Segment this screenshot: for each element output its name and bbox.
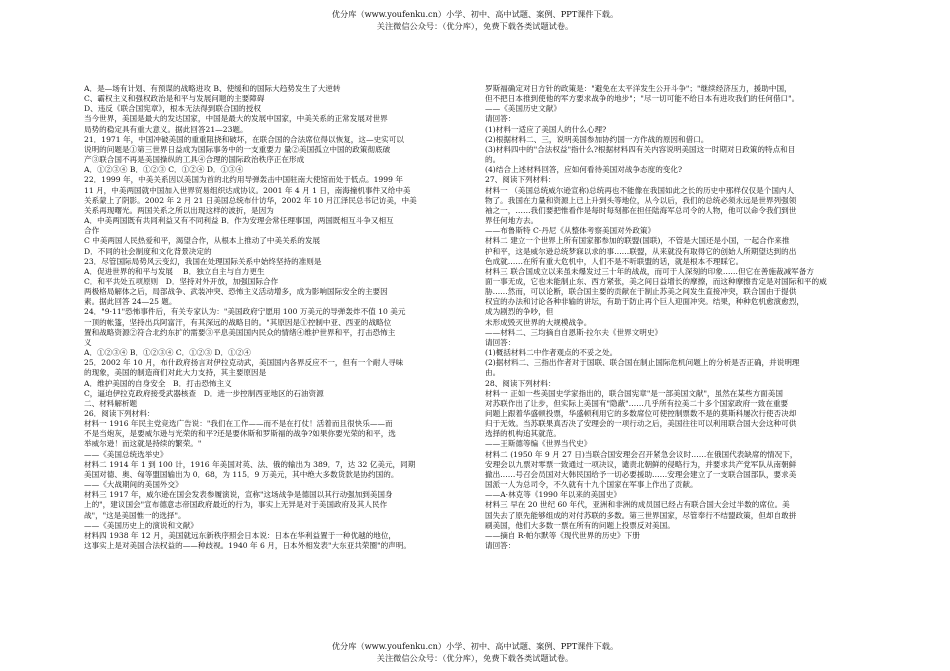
- text-line: 举威尔逊！而这就是持续的繁荣。": [84, 439, 202, 449]
- text-line: C．和平共处五项原则 D．坚持对外开放，加强国际合作: [84, 276, 279, 286]
- text-line: 不是当炮灰，是要威尔逊与光荣的和平?还是要休斯和罗斯福的战争?如果你要光荣的和平，选: [84, 429, 396, 439]
- text-line: 两极格局解体之后，局部战争、武装冲突、恐怖主义活动增多，成为影响国际安全的主要因: [84, 287, 388, 297]
- text-line: 罗斯福确定对日方针的政策是："避免在太平洋发生公开斗争"；"继续经济压力，援助中国，: [485, 84, 792, 93]
- text-line: 当今世界，美国是最大的发达国家，中国是最大的发展中国家，中美关系的正常发展对世界: [84, 114, 388, 124]
- text-line: 材料二 (1950 年 9 月 27 日)当联合国安理会召开紧急会议时……在俄国代表缺席的情况下，: [485, 449, 798, 459]
- text-line: 材料四 1938 年 12 月，美国就远东新秩序照会日本说：日本在华利益置于一种优越的地位，: [84, 530, 397, 540]
- text-line: 美国对德、奥、匈等盟国输出为 0．68，为 115．9 万美元，其中绝大多数货款是协约国的。: [84, 469, 399, 479]
- text-line: 25．2002 年 10 月，布什政府扬言对伊拉克动武，美国国内各界反应不一，但有一个耐人寻味: [84, 358, 404, 368]
- text-line: 的。: [485, 155, 501, 165]
- text-line: 战"，"这是美国惟一的选择"。: [84, 510, 186, 520]
- text-line: ——布鲁斯特 C·丹尼《从整体考察美国对外政策》: [485, 226, 656, 236]
- text-line: 材料一 正如一些美国史学家指出的，联合国宪章"是一部美国文献"，虽然在某些方面美国: [485, 388, 783, 398]
- text-line: 成为剧烈的争吵，但: [485, 307, 554, 317]
- page-footer: [0, 640, 950, 664]
- text-line: A．中美两国既有共同利益又有不同利益 B．作为安理会常任理事国，两国既相互斗争又相互: [84, 216, 394, 226]
- text-line: ——材料二、三均摘自自恩斯·拉尔夫《世界文明史》: [485, 327, 663, 337]
- text-line: 局势的稳定具有重大意义。据此回答21—23题。: [84, 124, 248, 134]
- text-line: 28、阅读下列材料：: [485, 378, 556, 388]
- text-line: 请回答：: [485, 541, 516, 551]
- text-line: 材料三 联合国成立以来虽未爆发过三十年的战战，而可于人深刻的印象……但它在善施裁减军备方: [485, 266, 814, 276]
- text-line: 一顶的帐篷，坚持出兵阿富汗，有其深远的战略目的。"其原因是①控制中亚、西亚的战略位: [84, 317, 392, 327]
- text-line: (2)根据材料二、三，说明美国参加协约国一方作战的原因和借口。: [485, 134, 709, 144]
- text-line: 袖之一，……我们要把惟看作是每时每刻都在担任陆海军总司令的人物，他可以命令我们到世: [485, 205, 797, 215]
- text-line: 但不把日本推到使他的军方要求战争的地步"；"尽一切可能不给日本有进攻我们的任何借口"。: [485, 94, 800, 104]
- text-line: 色成就……在所有重大危机中，人们不是不听联盟的话，就是根本不理睬它。: [485, 256, 744, 266]
- text-line: ——《美国历史上的演说和文献》: [84, 520, 198, 530]
- text-line: 22．1999 年，中美关系因以美国为首的北约用导弹轰击中国驻南大使馆而处于低点。1999 年: [84, 175, 403, 185]
- text-line: 关系蒙上了阴影。2002 年 2 月 21 日美国总统布什访华，2002 年 10 月江泽民总书记访美，中美: [84, 195, 417, 205]
- text-line: C 中美两国人民热爱和平，渴望合作，从根本上推动了中美关系的发展: [84, 236, 321, 246]
- text-line: 由。: [485, 368, 501, 378]
- text-line: 归于无效。当苏联果真否决了安理会的一项行动之后，美国往往可以利用联合国大会这种可供: [485, 419, 797, 429]
- text-line: 材料三 早在 20 世纪 60 年代，亚洲和非洲的成员国已经占有联合国大会过半数的席位。美: [485, 500, 790, 510]
- text-line: 27、阅读下列材料：: [485, 175, 556, 185]
- text-line: ——《大战期间的美国外交》: [84, 480, 183, 490]
- header-line-1: 优分库（www.youfenku.cn）小学、初中、高中试题、案例、PPT课件下载。: [331, 9, 619, 19]
- text-line: ——王斯德等编《世界当代史》: [485, 439, 592, 449]
- text-line: A．维护美国的自身安全 B．打击恐怖主义: [84, 378, 232, 388]
- text-line: D、违反《联合国宪章》，根本无法得到联合国的授权: [84, 104, 261, 114]
- text-line: 权宜的办法和讨论各种非输的讲坛，有助于防止再个巨人迎面冲突。结果，种种危机愈演愈烈，: [485, 297, 804, 307]
- text-line: 请回答：: [485, 114, 516, 124]
- text-line: (3)材料四中的"合法权益"指什么?根据材料四有关内容说明美国这一时期对日政策的特点和目: [485, 144, 796, 154]
- text-line: 撤出……号召会员国对大韩民国给予一切必要援助……安理会建立了一支联合国部队，要求美: [485, 469, 797, 479]
- text-line: 国失去了原先能够组成的对付苏联的多数。第三世界国家，尽管奉行不结盟政策，但却自敢拼: [485, 510, 797, 520]
- left-column: [84, 84, 472, 551]
- text-line: A．①②③④ B．①②③ C．①②④ D．①③④: [84, 165, 244, 175]
- text-line: 产③联合国不再是美国操纵的工具④合理的国际政治秩序正在形成: [84, 155, 305, 165]
- text-line: 材料一 1916 年民主党竞选广告说："我们在工作——而不是在打仗！活着而且很快乐——而: [84, 419, 393, 429]
- text-line: D．不同的社会制度和文化背景决定的: [84, 246, 212, 256]
- text-line: C，逼迫伊拉克政府接受武器核查 D．进一步控制西亚地区的石油资源: [84, 388, 324, 398]
- text-line: 21．1971 年，中国冲破美国的重重阻挠和破坏，在联合国的合法席位得以恢复，这—史实可以: [84, 134, 404, 144]
- text-line: A．①②③④ B．①②③④ C．①②③ D．①②④: [84, 348, 251, 358]
- text-line: 对苏联作出了让步，但实际上美国有"隐蔽"……几乎所有拉美二十多个国家政府一致在重要: [485, 398, 789, 408]
- text-line: (4)结合上述材料回答，应如何看待美国对战争态度的变化?: [485, 165, 683, 175]
- footer-line-2: 关注微信公众号：（优分库），免费下载各类试题试卷。: [376, 653, 574, 663]
- text-line: 请回答：: [485, 337, 516, 347]
- text-line: 上的"，建议国会"宣布德意志帝国政府最近的行为，事实上无异是对于美国政府及其人民作: [84, 500, 388, 510]
- text-line: 合作: [84, 226, 100, 236]
- footer-line-1: 优分库（www.youfenku.cn）小学、初中、高中试题、案例、PPT课件下载。: [331, 641, 619, 651]
- text-line: 问题上跟着华盛顿投票，华盛顿利用它的多数席位可使控制票数不是的莫斯科屡次行使否决却: [485, 409, 797, 418]
- text-line: 关系再现曙光。两国关系之所以出现这样的波折，是因为: [84, 205, 274, 215]
- text-line: 义: [84, 337, 92, 347]
- text-line: 的现象，美国的制造商们对此大力支持，其主要原因是: [84, 368, 267, 378]
- text-line: 材料一 （美国总统威尔逊宣称)总统再也不能像在我国如此之长的历史中那样仅仅是个国内人: [485, 185, 795, 195]
- text-line: A．促进世界的和平与发展 B．独立自主与自力更生: [84, 266, 265, 276]
- right-column: [485, 84, 872, 551]
- text-line: 国派一人为总司令，不久就有十九个国家在军事上作出了贡献。: [485, 480, 698, 490]
- text-line: 这事实上是对美国合法权益的——种歧视。1940 年 6 月，日本外相发表"大东亚共荣圈"的声明。: [84, 541, 411, 551]
- text-line: (1)材料一适应了美国人的什么心理?: [485, 124, 607, 134]
- text-line: 刷美国，他们大多数一票在所有的问题上投票反对美国。: [485, 520, 675, 530]
- text-line: 物了。我国在力量和资源上已上升到头等地位，从今以后，我们的总统必须永远是世界列强领: [485, 195, 797, 205]
- text-line: 材料二 建立一个世界上所有国家都参加的联盟(国联)，不管是大国还是小国，一起合作来推: [485, 236, 790, 246]
- header-line-2: 关注微信公众号：（优分库），免费下载各类试题试卷。: [376, 21, 574, 31]
- text-line: 界任何地方去。: [485, 216, 539, 226]
- text-line: 胁……然而，可以论断，联合国主要的贡献在于制止苏美之间发生直接冲突，联合国由于提供: [485, 287, 797, 297]
- text-line: A．是—场有计划、有预谋的战略进攻 B、使缓和的国际大趋势发生了大逆转: [84, 84, 341, 93]
- text-line: ——《美国历史文献》: [485, 104, 561, 114]
- text-line: C、霸权主义和强权政治是和平与发展问题的主要障碍: [84, 94, 265, 104]
- text-line: (1)概括材料二中作者观点的不妥之处。: [485, 348, 618, 358]
- text-line: 材料二 1914 年 1 到 100 计，1916 年美国对英、法、俄的输出为 389．7，达 32 亿美元，同期: [84, 459, 416, 469]
- text-line: 安理会以九票对零票一致通过一项决议，谴责北朝鲜的侵略行为，并要求共产党军队从南朝鲜: [485, 459, 797, 469]
- text-line: 素。据此回答 24—25 题。: [84, 297, 177, 307]
- text-line: ——摘自 R·帕尔默等《现代世界的历史》下册: [485, 530, 640, 540]
- text-line: ——A·林克等《1990 年以来的美国史》: [485, 490, 621, 500]
- text-line: 二、材料解析题: [84, 398, 138, 408]
- text-line: 说明的问题是①第三世界日益成为国际事务中的一支重要力 量②美国孤立中国的政策彻底破: [84, 144, 391, 154]
- page-header: [0, 8, 950, 32]
- text-line: 23．尽管国际局势风云变幻，我国在处理国际关系中始终坚持的准则是: [84, 256, 322, 266]
- text-line: 24．"9·11"恐怖事件后，有关专家认为："美国政府宁愿用 100 万美元的导弹轰炸不值 10 美元: [84, 307, 406, 317]
- text-line: 护和平，这是威尔逊总统梦寐以求的事……联盟，从来就没有取得它的创始人所期望达到的出: [485, 246, 797, 256]
- text-line: 26．阅读下列材料：: [84, 409, 155, 418]
- text-line: (2)据材料二、三指出作者对于国联、联合国在制止国际危机问题上的分析是否正确，并说明理: [485, 358, 800, 368]
- text-line: 选择的机构追其就范。: [485, 429, 561, 439]
- text-line: ——《美国总统选举史》: [84, 449, 168, 459]
- text-line: 11 月，中美两国就中国加入世界贸易组织达成协议。2001 年 4 月 1 日，南海撞机事件又给中美: [84, 185, 411, 195]
- text-line: 材料三 1917 年，威尔逊在国会发表参履演说，宣称"这场战争是德国以其行动强加到美国身: [84, 490, 393, 500]
- text-line: 面一事无成，它也未能制止东、西方紧张，美之间日益增长的摩擦，而这种摩擦肯定是对国际和平的威: [485, 276, 827, 286]
- text-line: 置和战略资源②符合北约东扩的需要③平息美国国内民众的情绪④维护世界和平，打击恐怖主: [84, 327, 396, 337]
- text-line: 未形成毁灭世界的大规模战争。: [485, 317, 592, 327]
